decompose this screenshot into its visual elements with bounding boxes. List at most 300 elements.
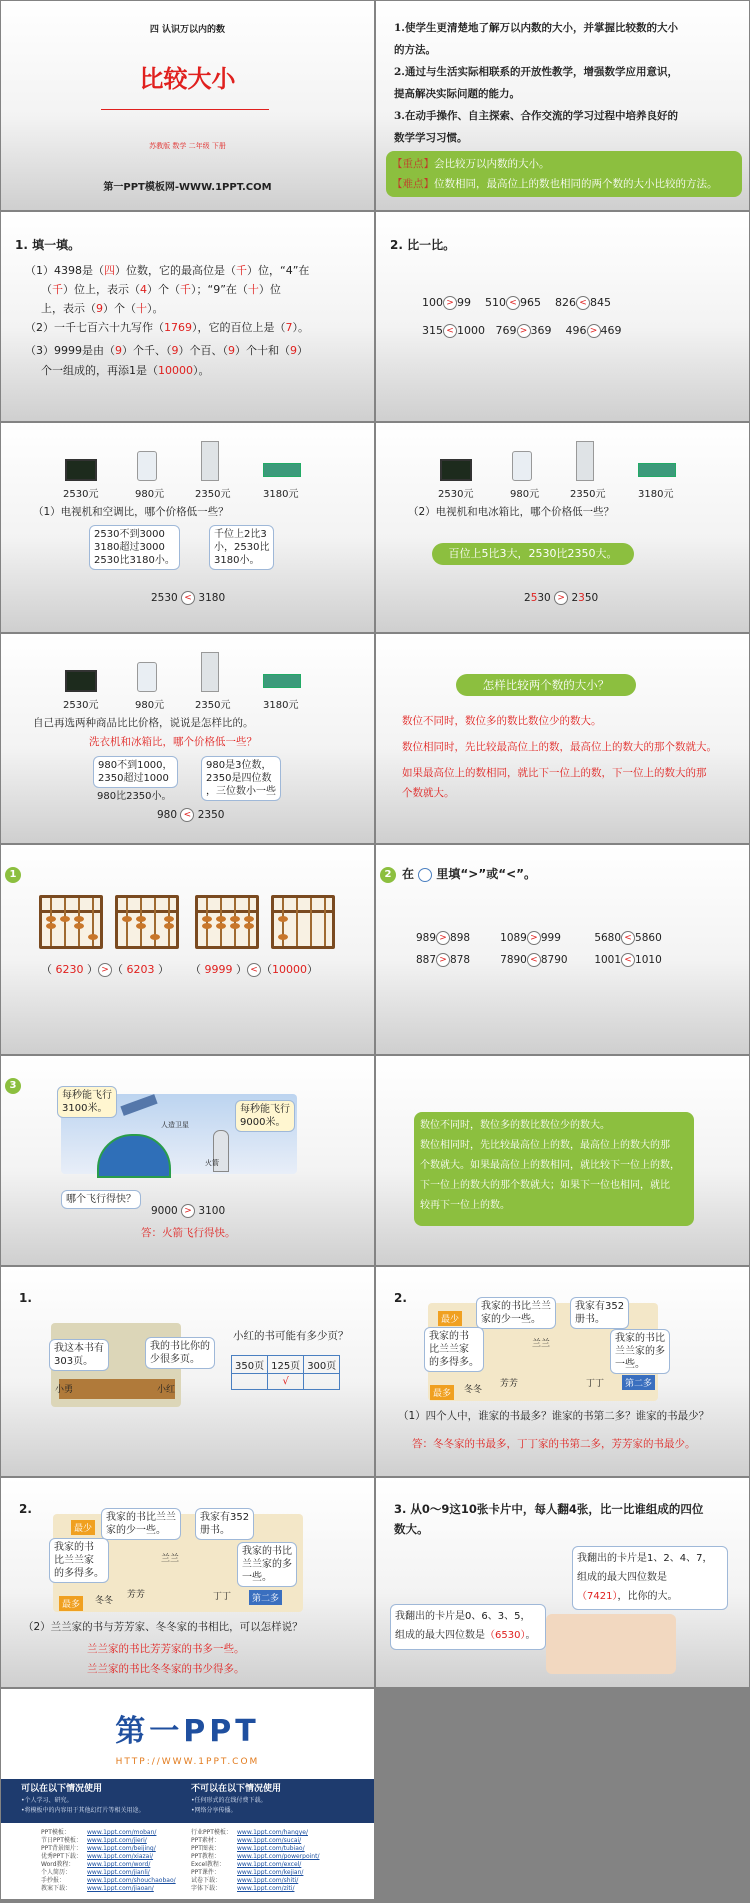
price-tv: 2530元	[63, 489, 99, 500]
txt: ）位，“4”在	[247, 264, 310, 277]
num: 99	[457, 296, 471, 309]
num: 10000	[271, 963, 307, 976]
bead	[202, 916, 212, 922]
bead	[150, 934, 160, 940]
answer-2: 兰兰家的书比冬冬家的书少得多。	[87, 1663, 245, 1675]
rank-label: 最多	[59, 1596, 83, 1611]
num: 2350	[197, 809, 225, 821]
link-url[interactable]: www.1ppt.com/hangye/	[237, 1829, 308, 1836]
speech-bubble	[390, 1604, 546, 1650]
num: 6203	[126, 963, 155, 976]
hint-bar: 百位上5比3大，2530比2350大。	[432, 543, 634, 565]
answer-circle: >	[443, 296, 457, 310]
name-label: 芳芳	[127, 1590, 146, 1600]
bead	[278, 934, 288, 940]
compare-row-1	[416, 929, 662, 947]
num: 1001	[594, 954, 622, 966]
question: （1）电视机和空调比，哪个价格低一些？	[33, 506, 229, 518]
link-url[interactable]: www.1ppt.com/jiaoan/	[87, 1885, 154, 1892]
num: 887	[416, 954, 437, 966]
line-1b	[41, 281, 281, 299]
slide-prices-2[interactable]	[376, 423, 749, 632]
num: 965	[520, 296, 541, 309]
rank-label: 第二多	[249, 1590, 282, 1605]
link-url[interactable]: www.1ppt.com/excel/	[237, 1861, 302, 1868]
link-url[interactable]: www.1ppt.com/shouchaobao/	[87, 1877, 176, 1884]
washing-machine-icon	[512, 451, 532, 481]
line-1a	[25, 262, 309, 280]
txt: ）个百、（	[178, 344, 228, 357]
link-url[interactable]: www.1ppt.com/shiti/	[237, 1877, 299, 1884]
abacus-1	[39, 895, 103, 949]
price-fridge: 2350元	[195, 700, 231, 711]
exercise-number: 3	[5, 1078, 21, 1094]
rank-label: 第二多	[622, 1375, 655, 1390]
washing-machine-icon	[137, 662, 157, 692]
blank-circle-icon	[418, 868, 432, 882]
kid-label: 小勇	[55, 1385, 74, 1395]
link-row	[41, 1883, 154, 1892]
slide-books-1[interactable]	[376, 1267, 749, 1476]
abacus-3	[195, 895, 259, 949]
txt	[395, 1626, 541, 1645]
check-mark: √	[268, 1374, 304, 1390]
bead	[230, 923, 240, 929]
answer-line: （ 6230 ） > （ 6203 ） （ 9999 ） < （10000）	[41, 963, 318, 976]
slide-credits[interactable]	[1, 1689, 374, 1899]
speech-bubble: 千位上2比3 小，2530比 3180小。	[209, 525, 274, 570]
answer-circle: <	[443, 324, 457, 338]
answer-circle: <	[527, 953, 541, 967]
txt: ）位	[258, 283, 281, 296]
price-washer: 980元	[135, 700, 165, 711]
rod	[248, 898, 250, 946]
speech-bubble: 哪个飞行得快？	[61, 1190, 141, 1209]
fridge-icon	[201, 652, 219, 692]
answer-circle: >	[436, 931, 450, 945]
tv-icon	[65, 670, 97, 692]
slide-abacus[interactable]	[1, 845, 374, 1054]
goal-1: 1.使学生更清楚地了解万以内数的大小，并掌握比较数的大小	[394, 22, 678, 34]
link-url[interactable]: www.1ppt.com/ziti/	[237, 1885, 295, 1892]
speech-bubble: 我家的书比 兰兰家的多 一些。	[237, 1542, 297, 1587]
txt: 个一组成的，再添1是（	[41, 364, 158, 377]
speech-bubble: 我家的书比兰兰 家的少一些。	[101, 1508, 181, 1540]
answer: 9	[290, 344, 297, 357]
unit-header: 四 认识万以内的数	[149, 25, 226, 35]
rank-label: 最多	[430, 1385, 454, 1400]
txt: 在	[402, 867, 415, 881]
txt: 组成的最大四位数是	[395, 1630, 485, 1641]
link-url[interactable]: www.1ppt.com/sucai/	[237, 1837, 302, 1844]
num: 1089	[500, 932, 527, 944]
bead	[164, 916, 174, 922]
question: （2）电视机和电冰箱比，哪个价格低一些？	[408, 506, 615, 518]
cannot-use-title: 不可以在以下情况使用	[191, 1784, 282, 1794]
num: 3180	[198, 592, 226, 604]
goal-1-cont: 的方法。	[394, 44, 436, 56]
answer: 9	[171, 344, 179, 357]
answer-circle: >	[587, 324, 601, 338]
num: 3100	[198, 1205, 226, 1217]
question: 自己再选两种商品比比价格，说说是怎样比的。	[33, 717, 254, 729]
link-label: 个人简历：	[41, 1869, 72, 1876]
num: 5860	[635, 932, 662, 944]
txt: ）个（	[103, 302, 136, 315]
bead	[216, 916, 226, 922]
can-use-title: 可以在以下情况使用	[21, 1784, 103, 1794]
line-3	[25, 342, 308, 360]
answer: 千	[52, 283, 63, 296]
bead	[136, 916, 146, 922]
num: 2	[571, 592, 579, 604]
num: 496	[565, 324, 587, 337]
bead	[136, 923, 146, 929]
slide-space[interactable]	[1, 1056, 374, 1265]
rod	[324, 898, 326, 946]
exercise-title: 2.	[394, 1291, 407, 1305]
speech-bubble: 我家的书比 兰兰家的多 一些。	[610, 1329, 670, 1374]
bead	[122, 916, 132, 922]
speech-bubble: 我的书比你的 少很多页。	[145, 1337, 215, 1369]
num: 9000	[151, 1205, 178, 1217]
slide-compare[interactable]	[376, 212, 749, 421]
answer: （7421）	[577, 1591, 618, 1602]
option: 125页	[268, 1356, 304, 1374]
exercise-title: 1.	[19, 1291, 32, 1305]
rod	[234, 898, 236, 946]
price-tv: 2530元	[438, 489, 474, 500]
price-fridge: 2350元	[195, 489, 231, 500]
rod	[126, 898, 128, 946]
slide-prices-3[interactable]	[1, 634, 374, 843]
num: 7890	[500, 954, 527, 966]
txt: ）。	[292, 321, 309, 334]
title-underline	[101, 109, 269, 110]
speech-bubble: 我家的书 比兰兰家 的多得多。	[424, 1327, 484, 1372]
answer: 9	[228, 344, 235, 357]
rocket-label: 火箭	[205, 1159, 219, 1167]
answer-circle: <	[247, 963, 261, 977]
can-use-2: •将模板中的内容用于其他幻灯片等相关用途。	[21, 1807, 145, 1814]
answer-circle: <	[621, 931, 635, 945]
rule-3: 如果最高位上的数相同，就比下一位上的数，下一位上的数大的那	[402, 767, 707, 779]
link-label: 手抄报：	[41, 1877, 66, 1884]
link-url[interactable]: www.1ppt.com/powerpoint/	[237, 1853, 320, 1860]
bead	[74, 923, 84, 929]
speech-bubble: 我家的书比兰兰 家的少一些。	[476, 1297, 556, 1329]
question: （2）兰兰家的书与芳芳家、冬冬家的书相比，可以怎样说？	[23, 1621, 303, 1633]
goal-3: 3.在动手操作、自主探索、合作交流的学习过程中培养良好的	[394, 110, 678, 122]
num: 315	[422, 324, 443, 337]
compare-row-2	[422, 322, 622, 340]
num: 898	[450, 932, 471, 944]
answer-circle: <	[576, 296, 590, 310]
answer: 9	[115, 344, 122, 357]
rod	[78, 898, 80, 946]
answer: 答：冬冬家的书最多，丁丁家的书第二多，芳芳家的书最少。	[412, 1438, 696, 1450]
kid-label: 小红	[157, 1385, 176, 1395]
name-label: 兰兰	[161, 1554, 180, 1564]
air-conditioner-icon	[263, 463, 301, 477]
num: 469	[600, 324, 622, 337]
price-tv: 2530元	[63, 700, 99, 711]
rule-1: 数位不同时，数位多的数比数位少的数大。	[402, 715, 602, 727]
question: （1）四个人中，谁家的书最多？谁家的书第二多？谁家的书最少？	[398, 1410, 710, 1422]
answer: 千	[180, 283, 191, 296]
num: 845	[590, 296, 611, 309]
link-label: 试卷下载：	[191, 1877, 222, 1884]
rod	[64, 898, 66, 946]
txt: 我翻出的卡片是1、2、4、7，	[577, 1553, 713, 1564]
answer: 四	[104, 264, 115, 277]
goal-3-cont: 数学学习习惯。	[394, 132, 468, 144]
link-label: PPT教程：	[191, 1853, 220, 1860]
option: 300页	[304, 1356, 340, 1374]
txt: （	[41, 283, 52, 296]
answer-circle: >	[181, 1204, 195, 1218]
kids-with-cards-icon	[546, 1614, 676, 1674]
num: 9999	[204, 963, 233, 976]
brand-logo: 第一PPT	[115, 1714, 260, 1749]
air-conditioner-icon	[638, 463, 676, 477]
fridge-icon	[576, 441, 594, 481]
method-heading: 怎样比较两个数的大小？	[456, 674, 636, 696]
rod	[140, 898, 142, 946]
txt: ）位上，表示（	[63, 283, 140, 296]
answer-circle: <	[180, 808, 194, 822]
speech-bubble: 980不到1000， 2350超过1000	[93, 756, 178, 788]
exercise-number: 1	[5, 867, 21, 883]
rod	[168, 898, 170, 946]
exercise-title: 1. 填一填。	[15, 238, 81, 252]
line-4	[41, 362, 210, 380]
difficulty-line	[392, 175, 718, 193]
price-washer: 980元	[135, 489, 165, 500]
txt: （3）9999是由（	[25, 344, 115, 357]
num: 826	[555, 296, 576, 309]
rank-label: 最少	[438, 1311, 462, 1326]
slide-title[interactable]	[1, 1, 374, 210]
txt: 我翻出的卡片是0、6、3、5，	[395, 1611, 531, 1622]
rule-3-cont: 个数就大。	[402, 787, 455, 799]
slide-fill-symbols[interactable]	[376, 845, 749, 1054]
link-label: Word教程：	[41, 1861, 75, 1868]
num: 878	[450, 954, 471, 966]
price-fridge: 2350元	[570, 489, 606, 500]
rod	[220, 898, 222, 946]
bead	[46, 916, 56, 922]
key-tag: 【重点】	[392, 158, 434, 170]
speech-bubble: 每秒能飞行 3100米。	[57, 1086, 117, 1118]
num: 5	[530, 592, 538, 604]
link-label: PPT课件：	[191, 1869, 220, 1876]
speech-bubble: 我家有352 册书。	[570, 1297, 629, 1329]
difficulty-text: 位数相同，最高位上的数也相同的两个数的大小比较的方法。	[434, 178, 718, 190]
brand-url: HTTP://WWW.1PPT.COM	[115, 1757, 260, 1767]
line-1c	[41, 300, 164, 318]
answer-circle: >	[517, 324, 531, 338]
key-point-line	[392, 155, 550, 173]
speech-bubble: 我家有352 册书。	[195, 1508, 254, 1540]
link-url[interactable]: www.1ppt.com/moban/	[87, 1829, 157, 1836]
link-url[interactable]: www.1ppt.com/xiazai/	[87, 1853, 154, 1860]
key-text: 会比较万以内数的大小。	[434, 158, 550, 170]
answer-line	[151, 589, 225, 607]
answer-1: 兰兰家的书比芳芳家的书多一些。	[87, 1643, 245, 1655]
txt: ）个千、（	[122, 344, 172, 357]
answer: 9	[96, 302, 103, 315]
txt: ）；“9”在（	[191, 283, 248, 296]
link-label: 教案下载：	[41, 1885, 72, 1892]
compare-row-1	[422, 294, 611, 312]
exercise-title: 2.	[19, 1502, 32, 1516]
cell	[304, 1374, 340, 1390]
speech-bubble: 2530不到3000 3180超过3000 2530比3180小。	[89, 525, 180, 570]
txt: （1）4398是（	[25, 264, 104, 277]
answer-circle: <	[181, 591, 195, 605]
slide-goals[interactable]	[376, 1, 749, 210]
txt: 。	[525, 1630, 536, 1641]
slide-books-2[interactable]	[1, 1478, 374, 1687]
exercise-title: 2. 比一比。	[390, 238, 456, 252]
link-label: 行业PPT模板：	[191, 1829, 232, 1836]
num: 2	[524, 592, 531, 604]
slide-method[interactable]	[376, 634, 749, 843]
answer-line	[151, 1202, 225, 1220]
speech-bubble: 我家的书 比兰兰家 的多得多。	[49, 1538, 109, 1583]
link-label: PPT图表：	[191, 1845, 220, 1852]
question: 小红的书可能有多少页？	[233, 1330, 349, 1342]
exercise-number: 2	[380, 867, 396, 883]
price-ac: 3180元	[263, 489, 299, 500]
satellite-label: 人造卫星	[161, 1121, 189, 1129]
link-url[interactable]: www.1ppt.com/beijing/	[87, 1845, 156, 1852]
num: 30	[537, 592, 551, 604]
summary-box: 数位不同时，数位多的数比数位少的数大。 数位相同时，先比较最高位上的数，最高位上的数大的那 个数就大。如果最高位上的数相同，就比较下一位上的数， 下一位上的数大的那个数就大；如果下一位也相同，就比 较再下一位上的数。	[414, 1112, 694, 1226]
link-url[interactable]: www.1ppt.com/word/	[87, 1861, 151, 1868]
bead	[74, 916, 84, 922]
speech-bubble: 980是3位数， 2350是四位数 ，三位数小一些	[201, 756, 281, 801]
tv-icon	[65, 459, 97, 481]
bead	[244, 923, 254, 929]
bead	[244, 916, 254, 922]
exercise-title	[402, 865, 536, 883]
bead	[278, 916, 288, 922]
txt: ）	[297, 344, 308, 357]
num: 1010	[635, 954, 662, 966]
slide-cards[interactable]	[376, 1478, 749, 1687]
can-use-1: •个人学习、研究。	[21, 1797, 73, 1804]
link-row	[191, 1883, 294, 1892]
num: 5680	[594, 932, 622, 944]
page-title: 比较大小	[139, 65, 236, 93]
book-meta: 苏教版 数学 二年级 下册	[149, 142, 226, 150]
txt: ），它的百位上是（	[192, 321, 286, 334]
goal-2-cont: 提高解决实际问题的能力。	[394, 88, 520, 100]
answer: （6530）	[485, 1630, 526, 1641]
slide-prices-1[interactable]	[1, 423, 374, 632]
num: 1000	[457, 324, 485, 337]
bead	[164, 923, 174, 929]
rod	[296, 898, 298, 946]
link-label: Excel教程：	[191, 1861, 225, 1868]
answer: 7	[285, 321, 293, 334]
fridge-icon	[201, 441, 219, 481]
txt: ）位数，它的最高位是（	[115, 264, 236, 277]
answer-circle: <	[621, 953, 635, 967]
name-label: 冬冬	[95, 1596, 114, 1606]
link-label: 优秀PPT下载：	[41, 1853, 82, 1860]
line-2	[25, 319, 309, 337]
num: 369	[530, 324, 552, 337]
num: 989	[416, 932, 437, 944]
answer: 10000	[158, 364, 193, 377]
tv-icon	[440, 459, 472, 481]
slide-fill-in[interactable]	[1, 212, 374, 421]
link-url[interactable]: www.1ppt.com/tubiao/	[237, 1845, 305, 1852]
rod	[206, 898, 208, 946]
link-url[interactable]: www.1ppt.com/kejian/	[237, 1869, 304, 1876]
txt: （2）一千七百六十九写作（	[25, 321, 164, 334]
link-label: 节日PPT模板：	[41, 1837, 82, 1844]
site-label: 第一PPT模板网-WWW.1PPT.COM	[103, 182, 272, 193]
answer-circle: <	[506, 296, 520, 310]
slide-book-pages[interactable]	[1, 1267, 374, 1476]
bead	[202, 923, 212, 929]
answer: 答：火箭飞行得快。	[141, 1227, 236, 1239]
answer-circle: >	[436, 953, 450, 967]
price-ac: 3180元	[638, 489, 674, 500]
num: 980	[157, 809, 178, 821]
bead	[216, 923, 226, 929]
num: 510	[485, 296, 506, 309]
name-label: 冬冬	[464, 1385, 483, 1395]
price-washer: 980元	[510, 489, 540, 500]
answer-circle: >	[554, 591, 568, 605]
difficulty-tag: 【难点】	[392, 178, 434, 190]
question-2: 洗衣机和冰箱比，哪个价格低一些？	[89, 736, 257, 748]
txt: ）。	[147, 302, 164, 315]
bead	[230, 916, 240, 922]
conclusion: 980比2350小。	[97, 791, 172, 802]
speech-bubble: 我这本书有 303页。	[49, 1339, 109, 1371]
cannot-use-1: •任何形式的在线付费下载。	[191, 1797, 267, 1804]
txt: ，比你的大。	[617, 1591, 678, 1602]
link-url[interactable]: www.1ppt.com/jianli/	[87, 1869, 150, 1876]
air-conditioner-icon	[263, 674, 301, 688]
name-label: 丁丁	[213, 1592, 232, 1602]
slide-summary[interactable]	[376, 1056, 749, 1265]
cannot-use-2: •网络分享传播。	[191, 1807, 237, 1814]
name-label: 兰兰	[532, 1339, 551, 1349]
num: 3	[578, 592, 585, 604]
link-url[interactable]: www.1ppt.com/jieri/	[87, 1837, 147, 1844]
rank-label: 最少	[71, 1520, 95, 1535]
num: 50	[584, 592, 599, 604]
answer: 十	[247, 283, 259, 296]
txt: ）个十和（	[235, 344, 290, 357]
answer: 千	[236, 264, 247, 277]
name-label: 芳芳	[500, 1379, 519, 1389]
answer: 4	[140, 283, 147, 296]
answer: 十	[136, 302, 147, 315]
compare-row-2	[416, 951, 662, 969]
num: 6230	[55, 963, 84, 976]
num: 2530	[151, 592, 178, 604]
rod	[310, 898, 312, 946]
bead	[46, 923, 56, 929]
